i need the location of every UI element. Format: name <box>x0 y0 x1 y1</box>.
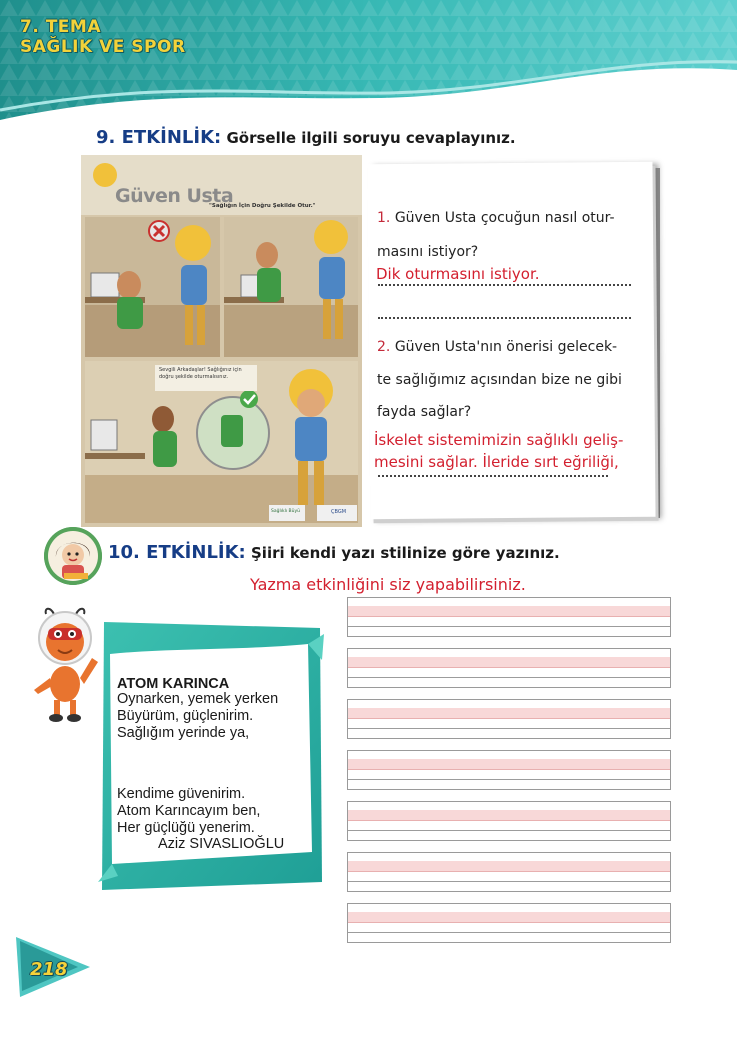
theme-number: 7. TEMA <box>20 17 101 37</box>
poem-title: ATOM KARINCA <box>117 676 230 692</box>
poster-slogan: "Sağlığın İçin Doğru Şekilde Otur." <box>209 203 316 209</box>
poem-stanza1-line3: Sağlığım yerinde ya, <box>117 725 250 741</box>
answer-2-line-1: İskelet sistemimizin sağlıklı geliş- <box>374 431 624 449</box>
atom-ant-character-icon <box>26 604 106 728</box>
theme-title <box>20 17 186 57</box>
poem-stanza2-line2: Atom Karıncayım ben, <box>117 803 261 819</box>
poster-brand: Güven Usta <box>115 185 234 207</box>
poem-stanza1-line2: Büyürüm, güçlenirim. <box>117 708 254 724</box>
page-number-badge <box>16 937 94 997</box>
writing-line[interactable] <box>347 750 671 790</box>
question-2-text-1: Güven Usta'nın önerisi gelecek- <box>394 339 618 355</box>
activity10-title <box>108 542 560 563</box>
poem-stanza2-line3: Her güçlüğü yenerim. <box>117 820 255 836</box>
question-1-number: 1. <box>377 210 391 226</box>
activity10-number: 10. ETKİNLİK: <box>108 542 246 563</box>
answer-1-dotline-2 <box>378 317 631 319</box>
writing-line[interactable] <box>347 903 671 943</box>
theme-name: SAĞLIK VE SPOR <box>20 37 186 57</box>
activity9-instruction: Görselle ilgili soruyu cevaplayınız. <box>226 129 516 147</box>
question-2-line-1 <box>377 337 617 357</box>
activity9-number: 9. ETKİNLİK: <box>96 127 222 148</box>
poem-author: Aziz SIVASLIOĞLU <box>158 836 285 852</box>
answer-2-dotline <box>378 475 608 477</box>
question-1-line-2: masını istiyor? <box>377 244 479 260</box>
writing-line[interactable] <box>347 852 671 892</box>
handwritten-note: Yazma etkinliğini siz yapabilirsiniz. <box>250 575 526 594</box>
girl-avatar-icon <box>44 527 102 585</box>
poster-note: Sevgili Arkadaşlar! Sağlığınız için doğru şekilde oturmalısınız. <box>159 367 242 380</box>
question-2-line-3: fayda sağlar? <box>377 404 472 420</box>
page-number: 218 <box>30 959 68 980</box>
writing-line[interactable] <box>347 801 671 841</box>
question-1-text-1: Güven Usta çocuğun nasıl otur- <box>394 210 615 226</box>
writing-line[interactable] <box>347 597 671 637</box>
guven-usta-poster <box>81 155 362 527</box>
question-1-line-1 <box>377 208 615 228</box>
activity9-title <box>96 127 516 148</box>
page-header <box>0 0 737 120</box>
answer-1-dotline-1 <box>378 284 631 286</box>
writing-line[interactable] <box>347 648 671 688</box>
answer-2-line-2: mesini sağlar. İleride sırt eğriliği, <box>374 453 619 471</box>
writing-line[interactable] <box>347 699 671 739</box>
question-2-number: 2. <box>377 339 391 355</box>
activity10-instruction: Şiiri kendi yazı stilinize göre yazınız. <box>251 544 560 562</box>
answer-1-line-1: Dik oturmasını istiyor. <box>376 265 540 283</box>
poem-stanza2-line1: Kendime güvenirim. <box>117 786 246 802</box>
poster-logo-1: Sağlıklı Büyü <box>271 509 300 514</box>
poem-stanza1-line1: Oynarken, yemek yerken <box>117 691 279 707</box>
poster-logo-2: ÇBGM <box>331 509 347 515</box>
question-2-line-2: te sağlığımız açısından bize ne gibi <box>377 372 622 388</box>
